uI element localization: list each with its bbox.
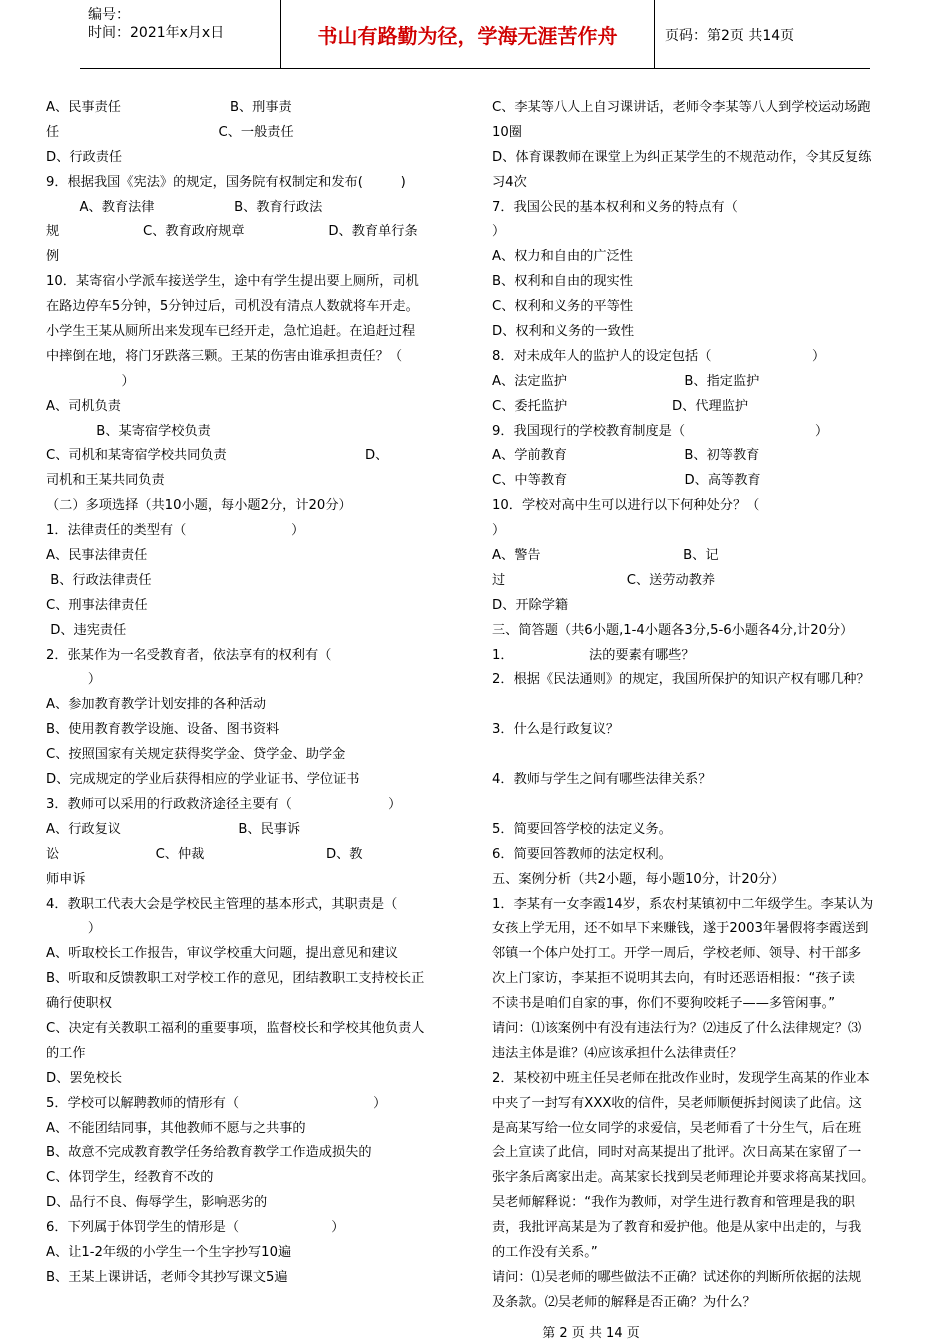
text-line: 三、简答题（共6小题,1-4小题各3分,5-6小题各4分,计20分）: [492, 622, 854, 638]
text-line: 6．简要回答教师的法定权利。: [492, 846, 672, 862]
text-line: B、故意不完成教育教学任务给教育教学工作造成损失的: [46, 1145, 372, 1161]
text-line: D、权利和义务的一致性: [492, 324, 635, 340]
text-line: 3．什么是行政复议？: [492, 722, 620, 738]
page-header: [80, 0, 870, 69]
text-line: 1．法律责任的类型有（ ）: [46, 523, 305, 539]
text-line: B、某寄宿学校负责: [46, 423, 211, 439]
text-line: 及条款。⑵吴老师的解释是否正确？为什么？: [492, 1294, 756, 1310]
text-line: 会上宣读了此信，同时对高某提出了批评。次日高某在家留了一: [492, 1145, 862, 1161]
text-line: D、完成规定的学业后获得相应的学业证书、学位证书: [46, 772, 360, 788]
text-line: 过 C、送劳动教养: [492, 572, 716, 588]
text-line: 1．李某有一女李霞14岁，系农村某镇初中二年级学生。李某认为: [492, 896, 874, 912]
text-line: D、品行不良、侮辱学生，影响恶劣的: [46, 1195, 268, 1211]
text-line: C、决定有关教职工福利的重要事项，监督校长和学校其他负责人: [46, 1020, 425, 1036]
header-motto: 书山有路勤为径，学海无涯苦作舟: [281, 0, 655, 68]
text-line: A、学前教育 B、初等教育: [492, 448, 760, 464]
text-line: [492, 693, 908, 718]
text-line: C、司机和某寄宿学校共同负责 D、: [46, 448, 389, 464]
text-line: 中摔倒在地，将门牙跌落三颗。王某的伤害由谁承担责任？（: [46, 348, 403, 364]
text-line: 9．根据我国《宪法》的规定，国务院有权制定和发布( ): [46, 174, 406, 190]
text-line: A、民事法律责任: [46, 548, 148, 564]
text-line: 违法主体是谁？⑷应该承担什么法律责任？: [492, 1045, 743, 1061]
text-line: 司机和王某共同负责: [46, 473, 165, 489]
text-line: ）: [492, 224, 506, 240]
text-line: 确行使职权: [46, 996, 112, 1012]
footer-page-number: 第 2 页 共 14 页: [542, 1326, 640, 1341]
text-line: 责，我批评高某是为了教育和爱护他。他是从家中出走的，与我: [492, 1220, 862, 1236]
text-line: A、听取校长工作报告，审议学校重大问题，提出意见和建议: [46, 946, 398, 962]
text-line: 5．简要回答学校的法定义务。: [492, 821, 672, 837]
text-line: 例: [46, 249, 60, 265]
text-line: 的工作: [46, 1045, 86, 1061]
text-line: B、王某上课讲话，老师令其抄写课文5遍: [46, 1269, 288, 1285]
text-line: 规 C、教育政府规章 D、教育单行条: [46, 224, 418, 240]
text-line: 请问：⑴该案例中有没有违法行为？⑵违反了什么法律规定？⑶: [492, 1020, 862, 1036]
text-line: C、体罚学生，经教育不改的: [46, 1170, 214, 1186]
text-line: C、李某等八人上自习课讲话，老师令李某等八人到学校运动场跑: [492, 100, 871, 115]
text-line: 在路边停车5分钟，5分钟过后，司机没有清点人数就将车开走。: [46, 299, 419, 315]
text-line: ）: [46, 921, 102, 937]
text-line: 10．某寄宿小学派车接送学生，途中有学生提出要上厕所，司机: [46, 274, 419, 290]
text-line: 五、案例分析（共2小题，每小题10分，计20分）: [492, 871, 785, 887]
right-column: [492, 96, 908, 1316]
text-line: 吴老师解释说：“我作为教师，对学生进行教育和管理是我的职: [492, 1195, 855, 1211]
text-line: ）: [46, 373, 135, 389]
text-line: A、司机负责: [46, 398, 121, 414]
text-line: B、权利和自由的现实性: [492, 274, 633, 290]
text-line: C、委托监护 D、代理监护: [492, 398, 749, 414]
text-line: D、罢免校长: [46, 1070, 123, 1086]
text-line: 不读书是咱们自家的事，你们不要狗咬耗子——多管闲事。”: [492, 996, 836, 1012]
text-line: A、教育法律 B、教育行政法: [46, 199, 323, 215]
text-line: B、行政法律责任: [46, 572, 152, 588]
text-line: 小学生王某从厕所出来发现车已经开走，急忙追赶。在追赶过程: [46, 324, 416, 340]
text-line: D、违宪责任: [46, 622, 127, 638]
text-line: D、体育课教师在课堂上为纠正某学生的不规范动作，令其反复练: [492, 149, 872, 165]
text-line: 请问：⑴吴老师的哪些做法不正确？试述你的判断所依据的法规: [492, 1269, 862, 1285]
left-column: [46, 96, 466, 1291]
text-line: 10．学校对高中生可以进行以下何种处分？（: [492, 498, 760, 514]
document-time-label: 时间：2021年x月x日: [88, 25, 225, 41]
text-line: D、开除学籍: [492, 597, 569, 613]
text-line: 1． 法的要素有哪些？: [492, 647, 695, 663]
page-footer: [0, 1322, 950, 1341]
text-line: ）: [46, 672, 102, 688]
text-line: 4．教职工代表大会是学校民主管理的基本形式，其职责是（: [46, 896, 398, 912]
text-line: 2．根据《民法通则》的规定，我国所保护的知识产权有哪几种？: [492, 672, 870, 688]
text-line: 3．教师可以采用的行政救济途径主要有（ ）: [46, 796, 402, 812]
text-line: C、中等教育 D、高等教育: [492, 473, 761, 489]
text-line: A、警告 B、记: [492, 548, 719, 564]
text-line: C、按照国家有关规定获得奖学金、贷学金、助学金: [46, 747, 346, 763]
header-page-label: 页码：第2页 共14页: [665, 28, 795, 44]
text-line: A、民事责任 B、刑事责: [46, 100, 292, 115]
text-line: A、不能团结同事，其他教师不愿与之共事的: [46, 1120, 306, 1136]
text-line: 的工作没有关系。”: [492, 1244, 598, 1260]
text-line: C、刑事法律责任: [46, 597, 148, 613]
text-line: 6．下列属于体罚学生的情形是（ ）: [46, 1220, 345, 1236]
text-line: （二）多项选择（共10小题，每小题2分，计20分）: [46, 498, 352, 514]
text-line: 9．我国现行的学校教育制度是（ ）: [492, 423, 829, 439]
text-line: A、行政复议 B、民事诉: [46, 821, 301, 837]
text-line: 任 C、一般责任: [46, 124, 294, 140]
text-line: 2．张某作为一名受教育者，依法享有的权利有（: [46, 647, 332, 663]
text-line: 女孩上学无用，还不如早下来赚钱，遂于2003年暑假将李霞送到: [492, 921, 869, 937]
text-line: ）: [492, 523, 506, 539]
text-line: C、权利和义务的平等性: [492, 299, 634, 315]
text-line: 7．我国公民的基本权利和义务的特点有（: [492, 199, 738, 215]
text-line: 8．对未成年人的监护人的设定包括（ ）: [492, 348, 826, 364]
text-line: 讼 C、仲裁 D、教: [46, 846, 363, 862]
text-line: 习4次: [492, 174, 527, 190]
text-line: 10圈: [492, 124, 522, 140]
text-line: [492, 793, 908, 818]
text-line: [492, 743, 908, 768]
header-info-cell: [80, 0, 281, 68]
text-line: B、听取和反馈教职工对学校工作的意见，团结教职工支持校长正: [46, 971, 425, 987]
text-line: 中夹了一封写有XXX收的信件，吴老师顺便拆封阅读了此信。这: [492, 1095, 862, 1111]
document-number-label: 编号：: [88, 7, 130, 23]
text-line: 是高某写给一位女同学的求爱信，吴老师看了十分生气，后在班: [492, 1120, 862, 1136]
text-line: 次上门家访，李某拒不说明其去向，有时还恶语相报：“孩子读: [492, 971, 855, 987]
text-line: 师申诉: [46, 871, 86, 887]
text-line: B、使用教育教学设施、设备、图书资料: [46, 722, 280, 738]
text-line: 2．某校初中班主任吴老师在批改作业时，发现学生高某的作业本: [492, 1070, 870, 1086]
text-line: 4．教师与学生之间有哪些法律关系？: [492, 772, 712, 788]
text-line: 邻镇一个体户处打工。开学一周后，学校老师、领导、村干部多: [492, 946, 862, 962]
text-line: A、法定监护 B、指定监护: [492, 373, 760, 389]
text-line: 张字条后离家出走。高某家长找到吴老师理论并要求将高某找回。: [492, 1170, 875, 1186]
text-line: A、让1-2年级的小学生一个生字抄写10遍: [46, 1244, 292, 1260]
text-line: A、权力和自由的广泛性: [492, 249, 633, 265]
text-line: A、参加教育教学计划安排的各种活动: [46, 697, 267, 713]
text-line: D、行政责任: [46, 149, 123, 165]
text-line: 5．学校可以解聘教师的情形有（ ）: [46, 1095, 387, 1111]
